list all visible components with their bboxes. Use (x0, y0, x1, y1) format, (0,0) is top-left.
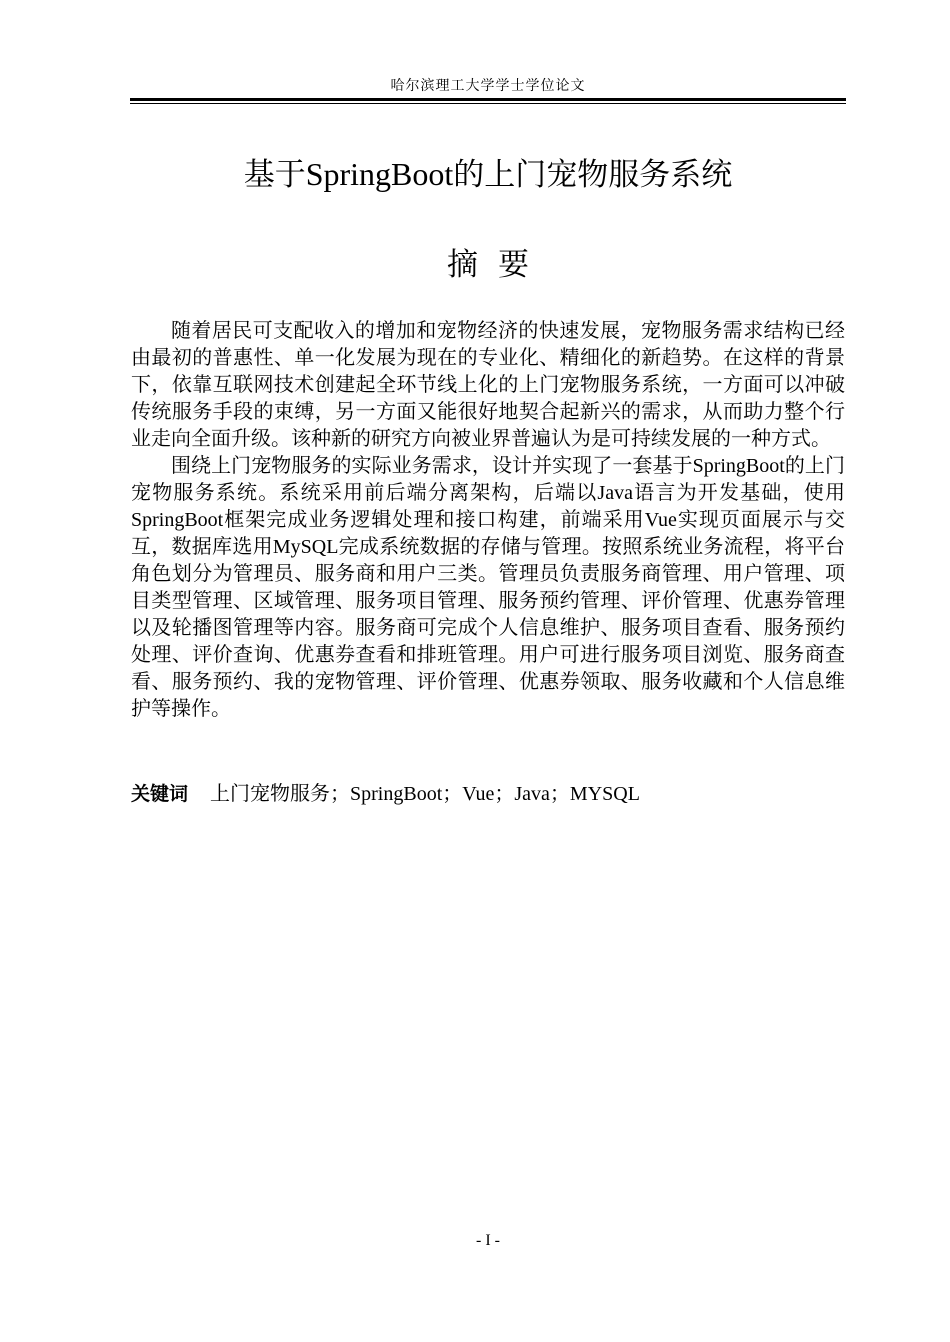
thesis-title-suffix: 的上门宠物服务系统 (453, 157, 733, 193)
abstract-paragraph-1: 随着居民可支配收入的增加和宠物经济的快速发展，宠物服务需求结构已经由最初的普惠性、单一化发展为现在的专业化、精细化的新趋势。在这样的背景下，依靠互联网技术创建起全环节线上化的上门宠物服务系统，一方面可以冲破传统服务手段的束缚，另一方面又能很好地契合起新兴的需求，从而助力整个行业走向全面升级。该种新的研究方向被业界普遍认为是可持续发展的一种方式。 (131, 320, 845, 450)
running-header: 哈尔滨理工大学学士学位论文 (390, 79, 586, 94)
thesis-title (130, 152, 846, 197)
thesis-title-prefix: 基于 (243, 157, 306, 193)
keywords-line (131, 780, 845, 808)
abstract-heading: 摘要 (447, 247, 549, 283)
header-rule-thin (130, 103, 846, 104)
abstract-body (131, 318, 845, 723)
keywords-text: 上门宠物服务；SpringBoot；Vue；Java；MYSQL (210, 783, 640, 805)
page-number: - I - (476, 1232, 500, 1249)
abstract-paragraph-2: 围绕上门宠物服务的实际业务需求，设计并实现了一套基于SpringBoot的上门宠物服务系统。系统采用前后端分离架构，后端以Java语言为开发基础，使用SpringBoot框架完成业务逻辑处理和接口构建，前端采用Vue实现页面展示与交互，数据库选用MySQL完成系统数据的存储与管理。按照系统业务流程，将平台角色划分为管理员、服务商和用户三类。管理员负责服务商管理、用户管理、项目类型管理、区域管理、服务项目管理、服务预约管理、评价管理、优惠券管理以及轮播图管理等内容。服务商可完成个人信息维护、服务项目查看、服务预约处理、评价查询、优惠券查看和排班管理。用户可进行服务项目浏览、服务商查看、服务预约、我的宠物管理、评价管理、优惠券领取、服务收藏和个人信息维护等操作。 (131, 455, 845, 720)
thesis-title-latin: SpringBoot (305, 156, 454, 192)
header-rule (130, 98, 846, 104)
keywords-label: 关键词 (131, 783, 189, 805)
header-rule-thick (130, 98, 846, 101)
